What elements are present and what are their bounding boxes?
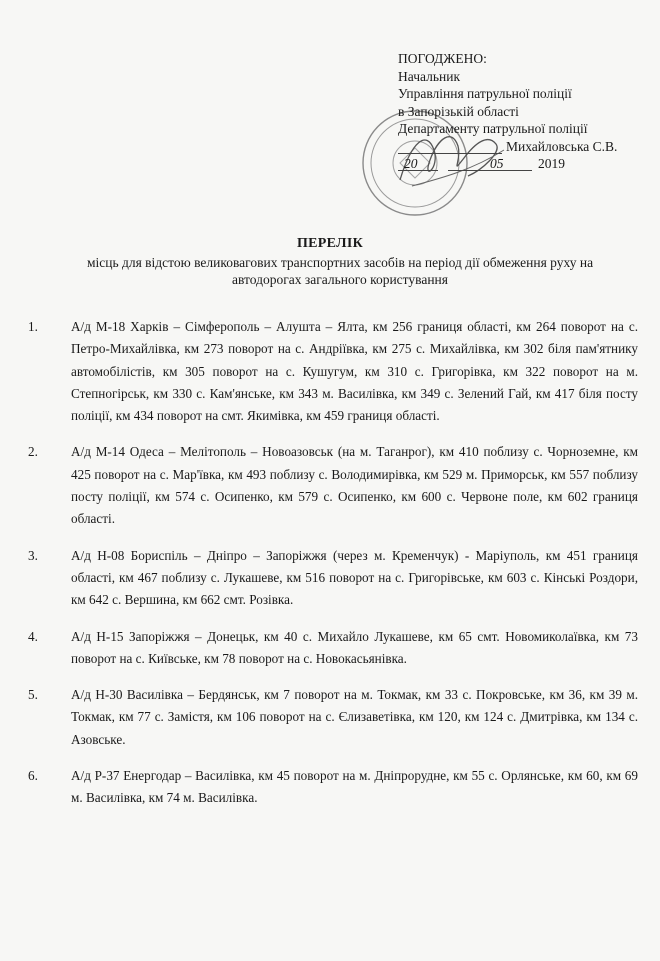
list-item-text: А/д Н-30 Василівка – Бердянськ, км 7 поворот на м. Токмак, км 33 с. Покровське, км 36, км 39 м. Токмак, км 77 с. Замістя, км 106 поворот на с. Єлизаветівка, км 120, км 124 с. Дмитрівка, км 134 с. Азовське. [71,687,638,747]
list-item-text: А/д М-14 Одеса – Мелітополь – Новоазовськ (на м. Таганрог), км 410 поблизу с. Чорноземне, км 425 поворот на с. Мар'ївка, км 493 поблизу с. Володимирівка, км 529 м. Приморськ, км 557 поблизу посту поліції, км 574 с. Осипенко, км 579 с. Осипенко, км 600 с. Червоне поле, км 602 границя області. [71,444,638,527]
list-item-text: А/д Н-15 Запоріжжя – Донецьк, км 40 с. Михайло Лукашеве, км 65 смт. Новомиколаївка, км 73 поворот на с. Київське, км 78 поворот на с. Новокасьянівка. [71,628,638,666]
list-item-text: А/д М-18 Харків – Сімферополь – Алушта – Ялта, км 256 границя області, км 264 поворот на с. Петро-Михайлівка, км 273 поворот на с. Андріївка, км 275 с. Михайлівка, км 302 біля пам'ятнику автомобілістів, км 305 поворот на с. Кушугум, км 310 с. Григорівка, км 322 поворот на м. Степногірськ, км 330 с. Кам'янське, км 343 м. Василівка, км 349 с. Зелений Гай, км 417 біля посту поліції, км 434 поворот на смт. Якимівка, км 459 границя області. [71,319,638,424]
list-item [28,316,638,427]
date-line [398,155,648,173]
approval-block [398,50,648,173]
list-item-text: А/д Р-37 Енергодар – Василівка, км 45 поворот на м. Дніпрорудне, км 55 с. Орлянське, км 60, км 69 м. Василівка, км 74 м. Василівка. [71,768,638,806]
approval-region: в Запорізькій області [398,103,519,119]
list-item-number: 4. [28,628,38,644]
list-item [28,545,638,612]
signature-line [398,138,648,156]
approval-heading: ПОГОДЖЕНО: [398,51,487,66]
signatory-name: Михайловська С.В. [506,138,618,154]
date-day: 20 [404,156,418,171]
road-list [28,316,638,824]
date-month: 05 [490,156,504,171]
list-item-number: 2. [28,444,38,460]
list-item [28,684,638,751]
signature-rule [398,153,502,154]
approval-department: Управління патрульної поліції [398,86,572,101]
list-item [28,626,638,671]
document-subtitle: місць для відстою великовагових транспортних засобів на період дії обмеження руху на автодорогах загального користування [86,255,594,287]
list-item-number: 3. [28,547,38,563]
document-title: ПЕРЕЛІК [296,236,364,251]
list-item [28,441,638,530]
date-year: 2019 [538,156,565,171]
approval-position: Начальник [398,68,461,84]
approval-parent-department: Департаменту патрульної поліції [398,121,588,136]
list-item-number: 1. [28,319,38,334]
list-item-number: 6. [28,768,38,784]
list-item [28,765,638,810]
list-item-text: А/д Н-08 Бориспіль – Дніпро – Запоріжжя (через м. Кременчук) - Маріуполь, км 451 границя області, км 467 поблизу с. Лукашеве, км 516 поворот на с. Григорівське, км 603 с. Кінські Роздори, км 642 с. Вершина, км 662 смт. Розівка. [71,547,638,608]
list-item-number: 5. [28,687,38,703]
